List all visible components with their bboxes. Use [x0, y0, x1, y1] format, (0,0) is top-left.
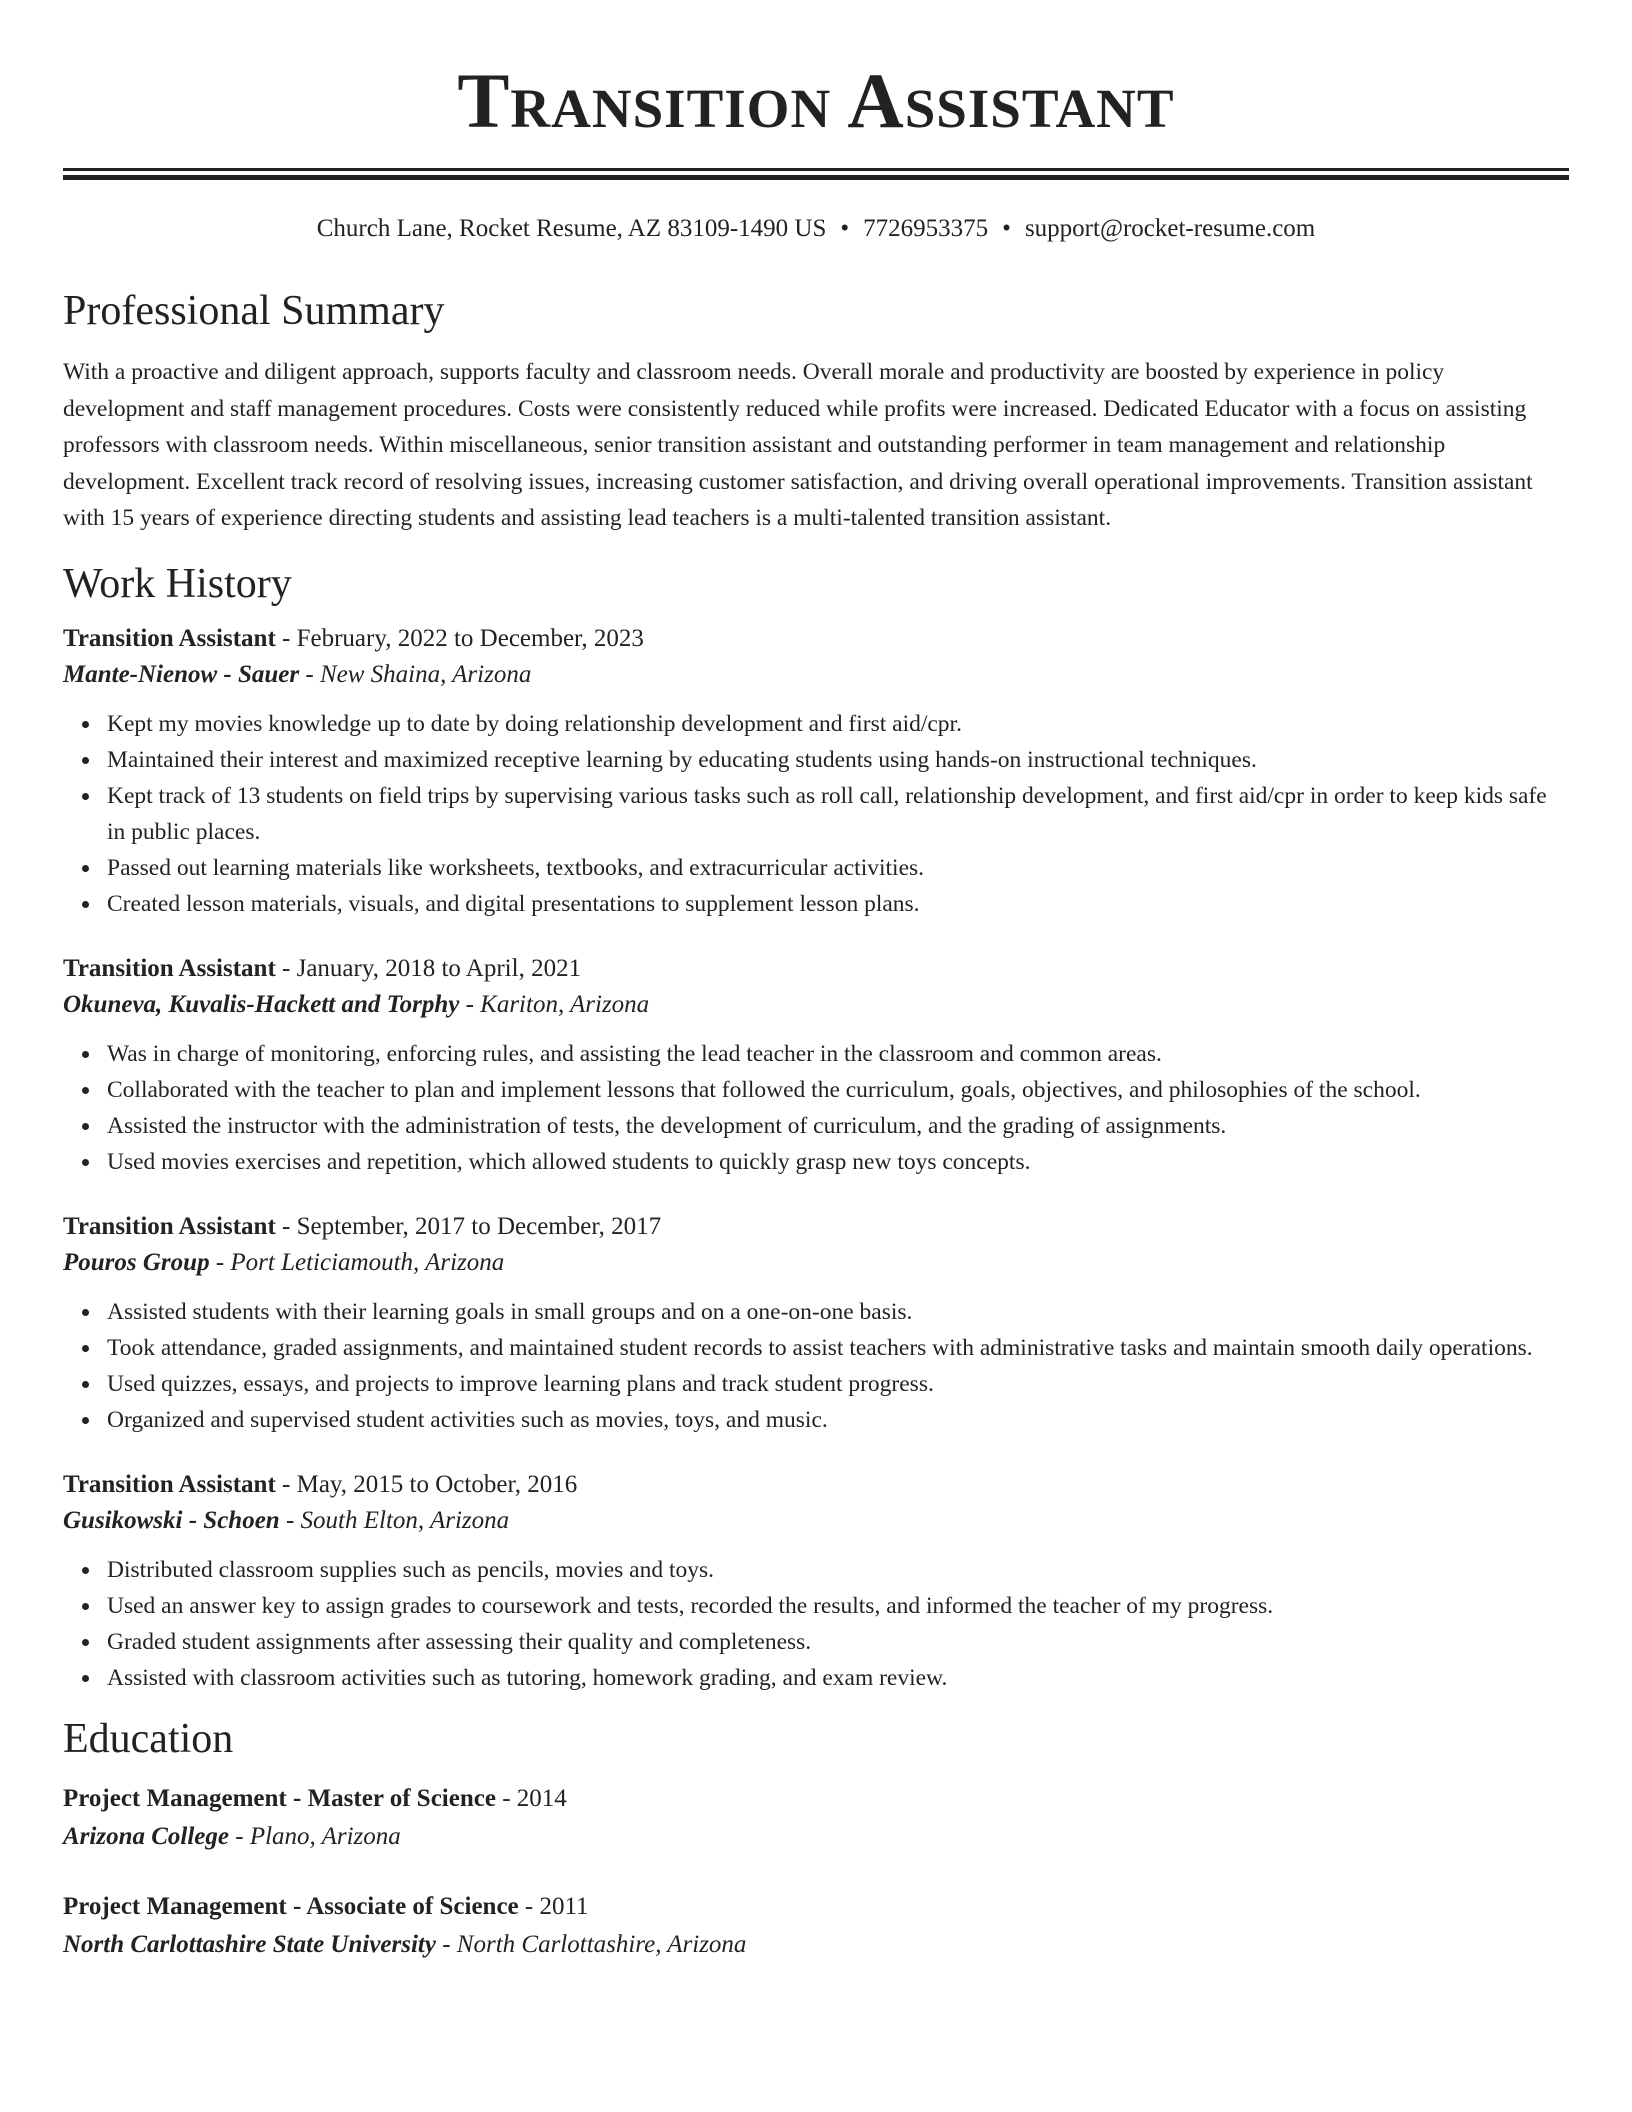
job-title: Transition Assistant: [63, 624, 276, 652]
degree-name: Project Management - Associate of Science: [63, 1892, 519, 1920]
company-location: - New Shaina, Arizona: [305, 660, 532, 688]
job-bullet: Was in charge of monitoring, enforcing rules, and assisting the lead teacher in the classroom and common areas.: [107, 1036, 1569, 1072]
job-bullet: Used an answer key to assign grades to coursework and tests, recorded the results, and informed the teacher of my progress.: [107, 1588, 1569, 1624]
school-line: [63, 1926, 1569, 1964]
job-title-line: [63, 622, 1569, 656]
company-location: - Kariton, Arizona: [465, 990, 650, 1018]
job-bullets: [63, 1552, 1569, 1696]
job-bullet: Collaborated with the teacher to plan and implement lessons that followed the curriculum, goals, objectives, and philosophies of the school.: [107, 1072, 1569, 1108]
job-entry: [63, 952, 1569, 1180]
job-dates: - May, 2015 to October, 2016: [282, 1470, 578, 1498]
company-name: Okuneva, Kuvalis-Hackett and Torphy: [63, 990, 460, 1018]
job-bullet: Kept track of 13 students on field trips by supervising various tasks such as roll call, relationship development, and first aid/cpr in order to keep kids safe in public places.: [107, 778, 1569, 850]
education-heading: Education: [63, 1715, 234, 1762]
company-location: - Port Leticiamouth, Arizona: [215, 1248, 505, 1276]
company-name: Mante-Nienow - Sauer: [63, 660, 300, 688]
degree-year: - 2014: [502, 1784, 567, 1812]
job-bullet: Organized and supervised student activities such as movies, toys, and music.: [107, 1402, 1569, 1438]
job-bullet: Used quizzes, essays, and projects to improve learning plans and track student progress.: [107, 1366, 1569, 1402]
job-bullet: Created lesson materials, visuals, and digital presentations to supplement lesson plans.: [107, 886, 1569, 922]
job-bullets: [63, 706, 1569, 922]
job-entry: [63, 622, 1569, 922]
company-name: Pouros Group: [63, 1248, 210, 1276]
job-title: Transition Assistant: [63, 1212, 276, 1240]
company-line: [63, 1502, 1569, 1540]
degree-line: [63, 1780, 1569, 1818]
job-entry: [63, 1468, 1569, 1696]
job-bullet: Assisted with classroom activities such as tutoring, homework grading, and exam review.: [107, 1660, 1569, 1696]
contact-address: Church Lane, Rocket Resume, AZ 83109-1490 US: [316, 215, 827, 242]
contact-separator: •: [1002, 215, 1011, 242]
job-bullet: Passed out learning materials like worksheets, textbooks, and extracurricular activities.: [107, 850, 1569, 886]
job-bullet: Kept my movies knowledge up to date by doing relationship development and first aid/cpr.: [107, 706, 1569, 742]
contact-separator: •: [840, 215, 850, 242]
resume-title: Transition Assistant: [457, 57, 1175, 144]
job-title: Transition Assistant: [63, 1470, 276, 1498]
job-bullets: [63, 1036, 1569, 1180]
job-title-line: [63, 1210, 1569, 1244]
job-bullet: Distributed classroom supplies such as pencils, movies and toys.: [107, 1552, 1569, 1588]
school-line: [63, 1818, 1569, 1856]
degree-name: Project Management - Master of Science: [63, 1784, 496, 1812]
school-name: Arizona College: [63, 1822, 229, 1850]
company-name: Gusikowski - Schoen: [63, 1506, 280, 1534]
job-title: Transition Assistant: [63, 954, 276, 982]
job-bullet: Assisted the instructor with the administration of tests, the development of curriculum, and the grading of assignments.: [107, 1108, 1569, 1144]
contact-email: support@rocket-resume.com: [1024, 215, 1316, 242]
company-line: [63, 986, 1569, 1024]
job-bullets: [63, 1294, 1569, 1438]
degree-line: [63, 1888, 1569, 1926]
contact-line: [63, 214, 1569, 244]
work-history-heading: Work History: [63, 560, 292, 607]
job-bullet: Assisted students with their learning goals in small groups and on a one-on-one basis.: [107, 1294, 1569, 1330]
job-title-line: [63, 952, 1569, 986]
job-entry: [63, 1210, 1569, 1438]
school-location: - Plano, Arizona: [235, 1822, 401, 1850]
job-dates: - January, 2018 to April, 2021: [282, 954, 582, 982]
contact-phone: 7726953375: [863, 215, 989, 242]
education-entry: [63, 1888, 1569, 1964]
school-name: North Carlottashire State University: [63, 1930, 436, 1958]
company-line: [63, 656, 1569, 694]
summary-text: With a proactive and diligent approach, supports faculty and classroom needs. Overall morale and productivity are boosted by experience in policy development and staff management procedures. Costs were consistently reduced while profits were increased. Dedicated Educator with a focus on assisting professors with classroom needs. Within miscellaneous, senior transition assistant and outstanding performer in team management and relationship development. Excellent track record of resolving issues, increasing customer satisfaction, and driving overall operational improvements. Transition assistant with 15 years of experience directing students and assisting lead teachers is a multi-talented transition assistant.: [63, 359, 1533, 531]
degree-year: - 2011: [524, 1892, 589, 1920]
job-bullet: Graded student assignments after assessing their quality and completeness.: [107, 1624, 1569, 1660]
job-dates: - September, 2017 to December, 2017: [282, 1212, 662, 1240]
job-title-line: [63, 1468, 1569, 1502]
company-line: [63, 1244, 1569, 1282]
education-entry: [63, 1780, 1569, 1856]
job-dates: - February, 2022 to December, 2023: [282, 624, 644, 652]
company-location: - South Elton, Arizona: [285, 1506, 510, 1534]
school-location: - North Carlottashire, Arizona: [442, 1930, 747, 1958]
job-bullet: Took attendance, graded assignments, and maintained student records to assist teachers with administrative tasks and maintain smooth daily operations.: [107, 1330, 1569, 1366]
job-bullet: Used movies exercises and repetition, which allowed students to quickly grasp new toys concepts.: [107, 1144, 1569, 1180]
job-bullet: Maintained their interest and maximized receptive learning by educating students using hands-on instructional techniques.: [107, 742, 1569, 778]
summary-heading: Professional Summary: [63, 288, 445, 334]
title-divider: [63, 168, 1569, 180]
